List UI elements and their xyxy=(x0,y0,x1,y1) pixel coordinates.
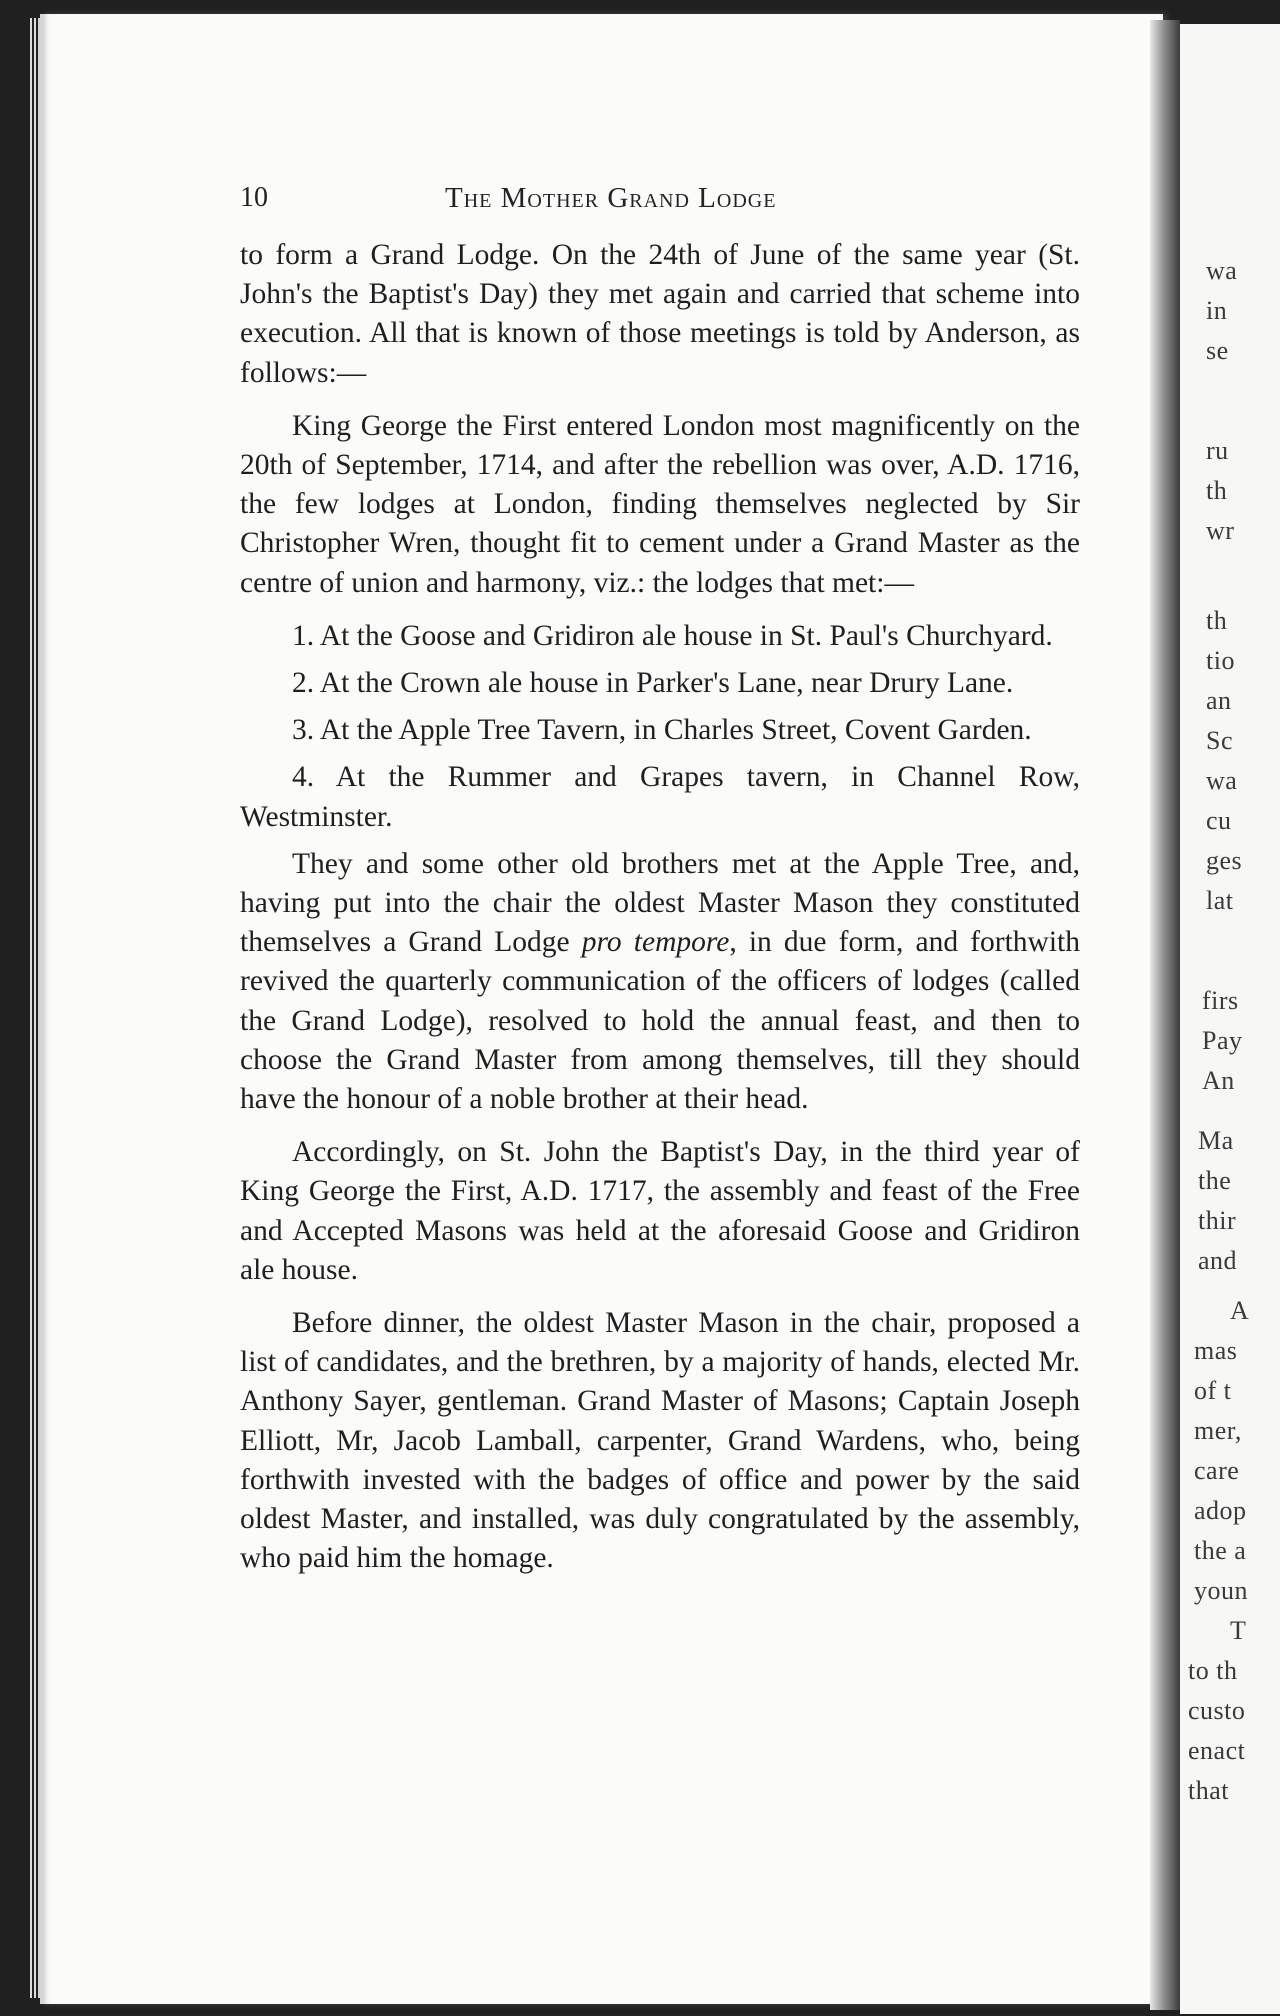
paragraph: to form a Grand Lodge. On the 24th of June of the same year (St. John's the Baptist's Day) they met again and carried that scheme into execution. All that is known of those meetings is told by Anderson, as follows:— xyxy=(240,239,1080,389)
facing-page-fragment: An xyxy=(1202,1066,1235,1095)
book-gutter xyxy=(1150,20,1180,2010)
facing-page-fragment: care xyxy=(1194,1456,1240,1485)
list-item: 4. At the Rummer and Grapes tavern, in Channel Row, Westminster. xyxy=(240,761,1080,833)
facing-page-fragment: thir xyxy=(1198,1206,1237,1235)
facing-page-fragment: mer, xyxy=(1194,1416,1242,1445)
page-header xyxy=(240,182,1080,222)
facing-page-fragment: of t xyxy=(1194,1376,1232,1405)
facing-page-fragment: mas xyxy=(1194,1336,1238,1365)
facing-page-fragment: custo xyxy=(1188,1696,1246,1725)
paragraph-text: , in due form, and forthwith revived the quarterly communication of the officers of lodges (called the Grand Lodge), resolved to hold the annual feast, and then to choose the Grand Master from among themselves, till they should have the honour of a noble brother at their head. xyxy=(240,926,1080,1116)
facing-page-fragment: enact xyxy=(1188,1736,1246,1765)
list-item: 3. At the Apple Tree Tavern, in Charles Street, Covent Garden. xyxy=(292,714,1032,747)
facing-page-fragment: A xyxy=(1230,1296,1250,1325)
facing-page-fragment: to th xyxy=(1188,1656,1238,1685)
facing-page-fragment: Ma xyxy=(1198,1126,1234,1155)
page-edge xyxy=(30,18,32,1998)
facing-page-fragment: the a xyxy=(1194,1536,1247,1565)
facing-page-fragment: cu xyxy=(1206,806,1232,835)
facing-page-fragment: an xyxy=(1206,686,1232,715)
facing-page-fragment: wr xyxy=(1206,516,1235,545)
facing-page-fragment: Pay xyxy=(1202,1026,1243,1055)
facing-page-fragment: that xyxy=(1188,1776,1229,1805)
paragraph xyxy=(240,845,1080,1119)
body-text xyxy=(240,236,1080,1579)
italic-phrase: pro tempore xyxy=(581,926,730,959)
facing-page-fragment: tio xyxy=(1206,646,1235,675)
page-edge xyxy=(34,18,36,1998)
paragraph: Accordingly, on St. John the Baptist's Day, in the third year of King George the First, A.D. 1717, the assembly and feast of the Free and Accepted Masons was held at the aforesaid Goose and Gridiron ale house. xyxy=(240,1136,1080,1286)
facing-page-fragment: wa xyxy=(1206,256,1238,285)
facing-page-fragment: T xyxy=(1230,1616,1247,1645)
facing-page-fragment: adop xyxy=(1194,1496,1247,1525)
facing-page-fragment: th xyxy=(1206,606,1228,635)
facing-page-fragment: and xyxy=(1198,1246,1238,1275)
running-title: The Mother Grand Lodge xyxy=(445,182,777,214)
facing-page-fragment: wa xyxy=(1206,766,1238,795)
facing-page-fragment: lat xyxy=(1206,886,1234,915)
facing-page xyxy=(1180,24,1280,2014)
page-number: 10 xyxy=(240,182,268,213)
facing-page-fragment: se xyxy=(1206,336,1229,365)
paragraph: Before dinner, the oldest Master Mason in the chair, proposed a list of candidates, and the brethren, by a majority of hands, elected Mr. Anthony Sayer, gentleman. Grand Master of Masons; Captain Joseph Elliott, Mr, Jacob Lamball, carpenter, Grand Wardens, who, being forthwith invested with the badges of office and power by the said oldest Master, and installed, was duly congratulated by the assembly, who paid him the homage. xyxy=(240,1307,1080,1575)
paragraph-text: They and some other old brothers met at the Apple Tree, and, having put into the chair the oldest Master Mason they constituted themselves a Grand Lodge xyxy=(240,847,1080,959)
facing-page-fragment: in xyxy=(1206,296,1228,325)
list-item: 1. At the Goose and Gridiron ale house in St. Paul's Churchyard. xyxy=(292,619,1053,652)
facing-page-fragment: firs xyxy=(1202,986,1239,1015)
list-item: 2. At the Crown ale house in Parker's Lane, near Drury Lane. xyxy=(292,667,1014,700)
facing-page-fragment: th xyxy=(1206,476,1228,505)
facing-page-fragment: Sc xyxy=(1206,726,1233,755)
facing-page-fragment: ru xyxy=(1206,436,1229,465)
facing-page-fragment: the xyxy=(1198,1166,1232,1195)
facing-page-fragment: ges xyxy=(1206,846,1243,875)
facing-page-fragment: youn xyxy=(1194,1576,1248,1605)
paragraph: King George the First entered London most magnificently on the 20th of September, 1714, and after the rebellion was over, A.D. 1716, the few lodges at London, finding themselves neglected by Sir Christopher Wren, thought fit to cement under a Grand Master as the centre of union and harmony, viz.: the lodges that met:— xyxy=(240,409,1080,599)
